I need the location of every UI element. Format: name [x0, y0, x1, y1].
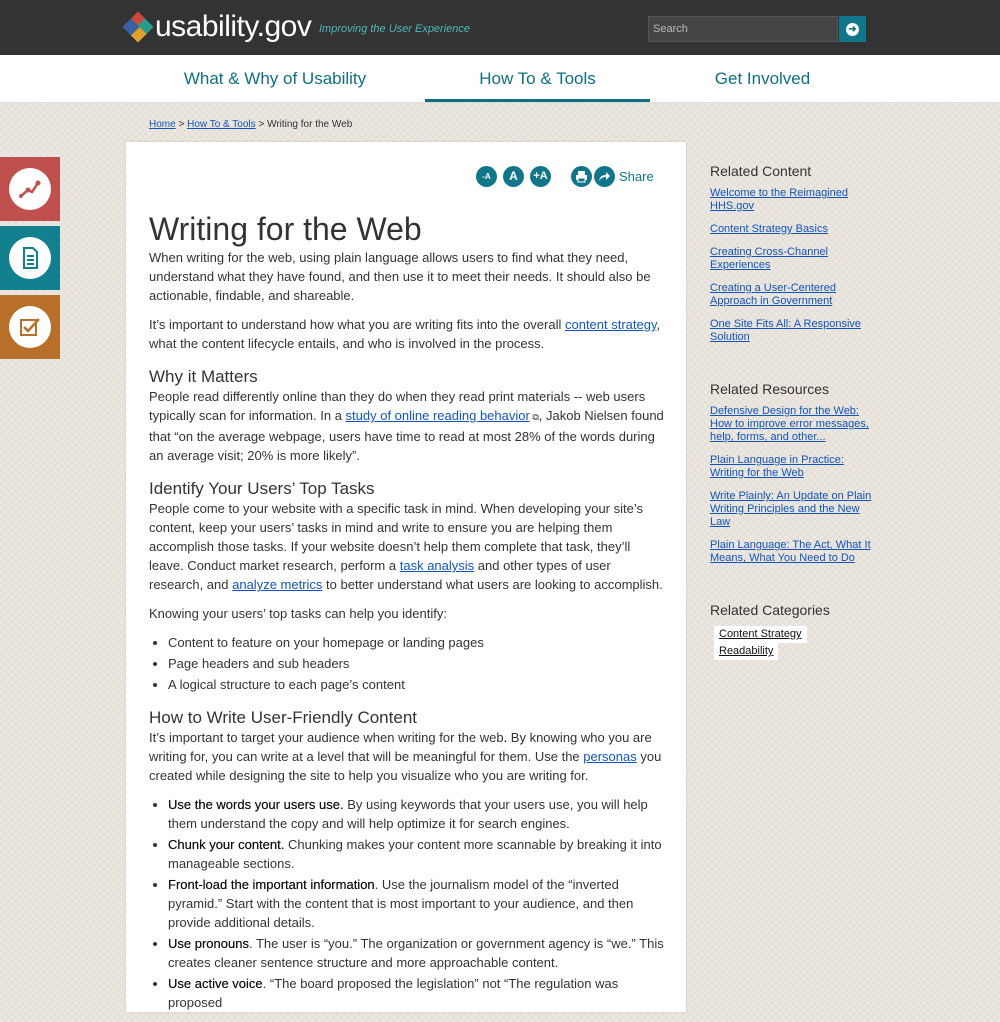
related-content-link[interactable]: Creating a User-Centered Approach in Government	[710, 282, 836, 307]
arrow-right-circle-icon: ➜	[846, 23, 859, 36]
reset-font-button[interactable]: A	[503, 166, 524, 187]
related-resources-heading: Related Resources	[710, 381, 830, 397]
site-header	[0, 0, 1000, 55]
external-link-icon: ⧉	[529, 412, 539, 422]
tips-list	[149, 795, 664, 1012]
share-link[interactable]: Share	[619, 168, 654, 184]
nav-what-why[interactable]: What & Why of Usability	[183, 69, 367, 88]
personas-link[interactable]: personas	[583, 749, 637, 764]
related-content-link[interactable]: Welcome to the Reimagined HHS.gov	[710, 187, 848, 212]
related-resource-link[interactable]: Plain Language: The Act, What It Means, What You Need to Do	[710, 539, 871, 564]
logo-text: usability.gov	[155, 10, 312, 43]
nav-get-involved[interactable]: Get Involved	[714, 69, 811, 88]
task-analysis-link[interactable]: task analysis	[399, 558, 475, 573]
related-resource-link[interactable]: Write Plainly: An Update on Plain Writing Principles and the New Law	[710, 490, 872, 528]
search-input[interactable]: Search	[648, 16, 838, 42]
paragraph: Knowing your users’ top tasks can help you identify:	[149, 606, 447, 621]
breadcrumb-home[interactable]: Home	[149, 119, 176, 130]
page-title: Writing for the Web	[149, 211, 422, 247]
checklist-icon	[9, 306, 51, 348]
list-item: • A logical structure to each page’s content	[168, 675, 664, 694]
related-categories-heading: Related Categories	[710, 602, 830, 618]
related-resource-link[interactable]: Defensive Design for the Web: How to improve error messages, help, forms, and other...	[710, 405, 869, 443]
heading-top-tasks: Identify Your Users’ Top Tasks	[149, 479, 375, 498]
related-content-link[interactable]: One Site Fits All: A Responsive Solution	[710, 318, 862, 343]
nav-how-to-tools[interactable]: How To & Tools	[425, 55, 650, 102]
related-content-link[interactable]: Content Strategy Basics	[710, 223, 829, 235]
content-strategy-link[interactable]: content strategy	[564, 317, 657, 332]
list-item: • Content to feature on your homepage or landing pages	[168, 633, 664, 652]
breadcrumb-separator: >	[258, 119, 265, 130]
heading-user-friendly-content: How to Write User-Friendly Content	[149, 708, 417, 727]
paragraph: People come to your website with a specific task in mind. When developing your site’s content, keep your users’ tasks in mind and write to ensure you are helping them accomplish those tasks. If your website doesn’t help them complete that task, they’ll leave. Conduct market research, perform a task analysis and other types of user research, and analyze metrics to better understand what users are looking to accomplish.	[149, 501, 663, 592]
breadcrumb-separator: >	[178, 119, 185, 130]
related-content-heading: Related Content	[710, 163, 812, 179]
intro-paragraph: When writing for the web, using plain language allows users to find what they need, understand what they have found, and then use it to meet their needs. It should also be actionable, findable, and shareable.	[149, 250, 651, 303]
reading-behavior-study-link[interactable]: study of online reading behavior	[345, 408, 530, 423]
category-tag[interactable]: Content Strategy	[714, 626, 807, 643]
print-icon[interactable]	[571, 166, 592, 187]
tagline: Improving the User Experience	[319, 23, 471, 35]
list-item: • Use active voice. “The board proposed the legislation” not “The regulation was proposed	[168, 974, 664, 1012]
breadcrumb	[149, 119, 352, 130]
search-button[interactable]	[839, 16, 866, 42]
category-tags	[710, 626, 880, 660]
decrease-font-button[interactable]: -A	[476, 166, 497, 187]
main-nav	[0, 55, 1000, 103]
paragraph: People read differently online than they do when they read print materials -- web users typically scan for information. In a study of online reading behavior ⧉, Jakob Nielsen found that “on the average webpage, users have time to read at most 28% of the words during an average visit; 20% is more likely”.	[149, 389, 664, 463]
list-item: • Use the words your users use. By using keywords that your users use, you will help them understand the copy and will help optimize it for search engines.	[168, 795, 664, 833]
article	[149, 210, 664, 1022]
breadcrumb-section[interactable]: How To & Tools	[187, 119, 256, 130]
logo-diamond-icon	[125, 14, 151, 40]
graph-icon	[9, 168, 51, 210]
site-logo[interactable]	[125, 12, 311, 42]
side-tab-document[interactable]	[0, 226, 60, 290]
side-tab-checklist[interactable]	[0, 295, 60, 359]
list-item: • Page headers and sub headers	[168, 654, 664, 673]
breadcrumb-current: Writing for the Web	[267, 119, 353, 130]
heading-why-it-matters: Why it Matters	[149, 367, 258, 386]
identify-list	[149, 633, 664, 694]
related-resource-link[interactable]: Plain Language in Practice: Writing for the Web	[710, 454, 844, 479]
right-sidebar	[710, 162, 880, 660]
list-item: • Use pronouns. The user is “you.” The organization or government agency is “we.” This creates cleaner sentence structure and more approachable content.	[168, 934, 664, 972]
list-item: • Chunk your content. Chunking makes your content more scannable by breaking it into manageable sections.	[168, 835, 664, 873]
category-tag[interactable]: Readability	[714, 643, 778, 660]
side-tab-graph[interactable]	[0, 157, 60, 221]
list-item: • Front-load the important information. Use the journalism model of the “inverted pyramid.” Start with the content that is most important to your audience, and then provide additional details.	[168, 875, 664, 932]
increase-font-button[interactable]: +A	[530, 166, 551, 187]
related-content-link[interactable]: Creating Cross-Channel Experiences	[710, 246, 828, 271]
page-tools	[476, 165, 654, 187]
document-icon	[9, 237, 51, 279]
paragraph: It’s important to target your audience when writing for the web. By knowing who you are writing for, you can write at a level that will be meaningful for them. Use the personas you created while designing the site to help you visualize who you are writing for.	[149, 730, 662, 783]
analyze-metrics-link[interactable]: analyze metrics	[232, 577, 323, 592]
share-icon[interactable]	[594, 166, 615, 187]
paragraph: It’s important to understand how what you are writing fits into the overall content strategy, what the content lifecycle entails, and who is involved in the process.	[149, 317, 661, 351]
